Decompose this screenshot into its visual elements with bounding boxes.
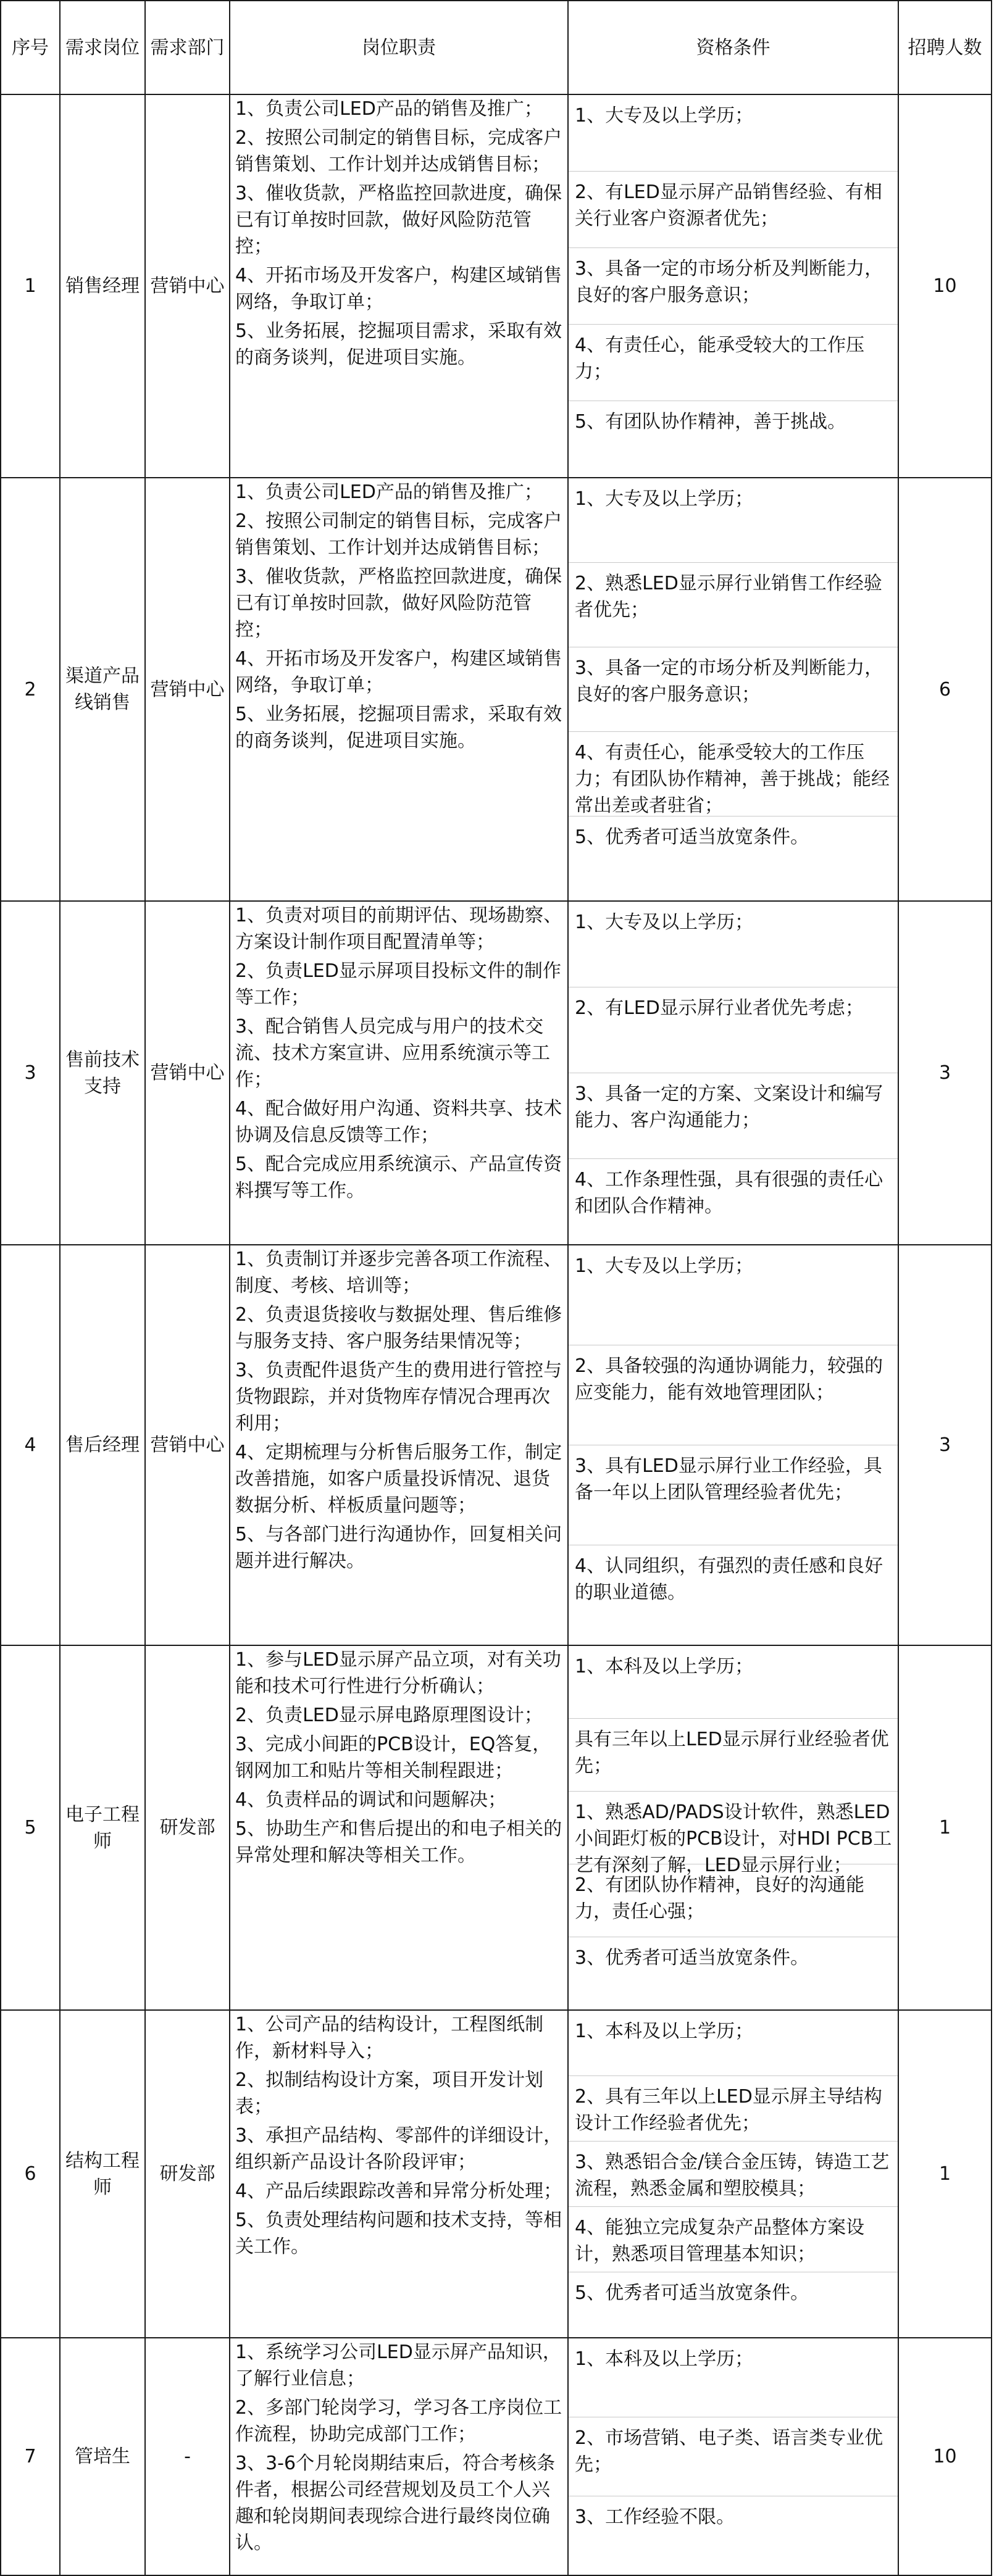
row-number-text: 6 [24,2163,36,2185]
qualification-item: 3、熟悉铝合金/镁合金压铸，铸造工艺流程，熟悉金属和塑胶模具； [569,2142,898,2207]
row-number [1,1245,60,1645]
duties-cell [230,2338,568,2575]
qualifications-cell [568,1245,898,1645]
position-name-text: 售后经理 [65,1434,140,1456]
duty-item: 1、负责制订并逐步完善各项工作流程、制度、考核、培训等； [235,1249,562,1297]
duty-item: 5、协助生产和售后提出的和电子相关的异常处理和解决等相关工作。 [235,1818,562,1866]
table-row [1,1645,992,2010]
duty-item: 5、业务拓展，挖掘项目需求，采取有效的商务谈判，促进项目实施。 [235,320,562,368]
qualification-item: 5、有团队协作精神，善于挑战。 [575,411,846,433]
duty-item: 5、与各部门进行沟通协作，回复相关问题并进行解决。 [235,1524,562,1572]
qualification-item: 1、大专及以上学历； [569,1245,898,1345]
duty-item: 2、按照公司制定的销售目标，完成客户销售策划、工作计划并达成销售目标； [235,127,562,175]
qualification-item: 3、工作经验不限。 [575,2506,735,2528]
table-row [1,1245,992,1645]
duty-item: 2、负责LED显示屏电路原理图设计； [235,1705,543,1726]
department-name [145,1645,230,2010]
duty-item: 4、开拓市场及开发客户，构建区域销售网络，争取订单； [235,265,562,313]
row-number [1,478,60,901]
headcount [898,901,992,1245]
headcount [898,1645,992,2010]
duty-item: 3、催收货款，严格监控回款进度，确保已有订单按时回款，做好风险防范管控； [235,566,562,641]
duties-cell [230,901,568,1245]
row-number [1,2010,60,2338]
department-name [145,2338,230,2575]
row-number [1,94,60,478]
headcount-text: 10 [933,275,957,297]
department-name-text: - [184,2446,191,2467]
qualification-item: 2、市场营销、电子类、语言类专业优先； [569,2417,898,2496]
duty-item: 1、系统学习公司LED显示屏产品知识，了解行业信息； [235,2341,561,2390]
row-number [1,2338,60,2575]
qualification-item: 2、具有三年以上LED显示屏主导结构设计工作经验者优先； [569,2076,898,2142]
department-name-text: 营销中心 [150,275,225,297]
row-number [1,1645,60,2010]
headcount [898,2338,992,2575]
qualification-item: 2、有LED显示屏行业者优先考虑； [569,987,898,1073]
headcount [898,1245,992,1645]
duty-item: 4、负责样品的调试和问题解决； [235,1789,507,1811]
duty-item: 5、配合完成应用系统演示、产品宣传资料撰写等工作。 [235,1153,562,1202]
qualification-item: 3、具有LED显示屏行业工作经验，具备一年以上团队管理经验者优先； [569,1445,898,1545]
headcount [898,2010,992,2338]
qualification-item: 2、有LED显示屏产品销售经验、有相关行业客户资源者优先； [569,172,898,248]
qualification-item: 3、具备一定的市场分析及判断能力，良好的客户服务意识； [569,647,898,732]
row-number-text: 4 [24,1434,36,1456]
qualification-item: 2、有团队协作精神，良好的沟通能力，责任心强； [569,1864,898,1937]
duty-item: 5、负责处理结构问题和技术支持，等相关工作。 [235,2209,562,2258]
headcount [898,94,992,478]
qualifications-cell [568,2010,898,2338]
qualification-item: 4、工作条理性强，具有很强的责任心和团队合作精神。 [575,1169,883,1217]
headcount-text: 6 [938,678,951,700]
duty-item: 1、公司产品的结构设计，工程图纸制作，新材料导入； [235,2014,544,2062]
qualification-item: 3、具备一定的方案、文案设计和编写能力、客户沟通能力； [569,1073,898,1159]
headcount-text: 1 [938,1817,951,1839]
row-number-text: 1 [24,275,36,297]
department-name [145,1245,230,1645]
row-number-text: 7 [24,2446,36,2467]
header-duties: 岗位职责 [230,1,568,94]
position-name [60,2338,145,2575]
row-number-text: 3 [24,1062,36,1084]
department-name-text: 营销中心 [150,1062,225,1084]
qualifications-cell [568,94,898,478]
qualification-item: 5、优秀者可适当放宽条件。 [575,826,809,848]
position-name [60,1245,145,1645]
position-name [60,901,145,1245]
duty-item: 2、负责LED显示屏项目投标文件的制作等工作； [235,960,561,1008]
department-name [145,901,230,1245]
duty-item: 1、负责对项目的前期评估、现场勘察、方案设计制作项目配置清单等； [235,905,562,953]
duties-cell [230,478,568,901]
qualifications-cell [568,478,898,901]
duty-item: 2、拟制结构设计方案，项目开发计划表； [235,2069,544,2117]
qualification-item: 5、优秀者可适当放宽条件。 [575,2282,809,2304]
qualification-item: 1、大专及以上学历； [569,95,898,172]
duty-item: 3、负责配件退货产生的费用进行管控与货物跟踪，并对货物库存情况合理再次利用； [235,1360,562,1434]
headcount-text: 3 [938,1062,951,1084]
qualifications-cell [568,901,898,1245]
duty-item: 2、负责退货接收与数据处理、售后维修与服务支持、客户服务结果情况等； [235,1304,562,1352]
department-name-text: 营销中心 [150,678,225,700]
position-name-text: 渠道产品线销售 [65,665,140,713]
department-name [145,2010,230,2338]
position-name [60,2010,145,2338]
duties-cell [230,94,568,478]
qualifications-cell [568,2338,898,2575]
qualification-item: 1、熟悉AD/PADS设计软件，熟悉LED小间距灯板的PCB设计，对HDI PCB工艺有深刻了解，LED显示屏行业； [569,1792,898,1864]
qualification-item: 2、具备较强的沟通协调能力，较强的应变能力，能有效地管理团队； [569,1345,898,1445]
qualification-item: 4、有责任心，能承受较大的工作压力；有团队协作精神，善于挑战；能经常出差或者驻省； [569,732,898,816]
headcount-text: 1 [938,2163,951,2185]
qualification-item: 2、熟悉LED显示屏行业销售工作经验者优先； [569,563,898,647]
department-name-text: 研发部 [159,2163,215,2185]
department-name-text: 营销中心 [150,1434,225,1456]
qualification-item: 1、大专及以上学历； [569,478,898,563]
duty-item: 2、按照公司制定的销售目标，完成客户销售策划、工作计划并达成销售目标； [235,510,562,559]
position-name [60,94,145,478]
duty-item: 3、催收货款，严格监控回款进度，确保已有订单按时回款，做好风险防范管控； [235,183,562,257]
duty-item: 4、配合做好用户沟通、资料共享、技术协调及信息反馈等工作； [235,1098,562,1146]
position-name [60,1645,145,2010]
table-row [1,2010,992,2338]
duties-cell [230,2010,568,2338]
qualification-item: 1、本科及以上学历； [569,1646,898,1719]
table-row [1,901,992,1245]
duty-item: 1、负责公司LED产品的销售及推广； [235,98,543,120]
header-department: 需求部门 [145,1,230,94]
duty-item: 4、开拓市场及开发客户，构建区域销售网络，争取订单； [235,648,562,696]
position-name [60,478,145,901]
header-no: 序号 [1,1,60,94]
duty-item: 2、多部门轮岗学习，学习各工序岗位工作流程，协助完成部门工作； [235,2397,562,2445]
department-name-text: 研发部 [159,1817,215,1839]
duty-item: 3、完成小间距的PCB设计，EQ答复，钢网加工和贴片等相关制程跟进； [235,1734,551,1782]
headcount-text: 10 [933,2446,957,2467]
row-number [1,901,60,1245]
headcount-text: 3 [938,1434,951,1456]
duty-item: 3、配合销售人员完成与用户的技术交流、技术方案宣讲、应用系统演示等工作； [235,1016,550,1091]
department-name [145,478,230,901]
header-position: 需求岗位 [60,1,145,94]
position-name-text: 管培生 [75,2446,130,2467]
qualification-item: 具有三年以上LED显示屏行业经验者优先； [569,1719,898,1792]
qualification-item: 1、本科及以上学历； [569,2011,898,2076]
header-row [1,1,992,94]
duty-item: 4、定期梳理与分析售后服务工作，制定改善措施，如客户质量投诉情况、退货数据分析、样板质量问题等； [235,1442,562,1516]
table-row [1,478,992,901]
qualification-item: 1、本科及以上学历； [569,2338,898,2417]
qualifications-cell [568,1645,898,2010]
row-number-text: 5 [24,1817,36,1839]
duties-cell [230,1645,568,2010]
qualification-item: 3、优秀者可适当放宽条件。 [575,1947,809,1969]
position-name-text: 结构工程师 [65,2150,140,2198]
qualification-item: 4、有责任心，能承受较大的工作压力； [569,325,898,401]
position-name-text: 售前技术支持 [65,1049,140,1097]
header-qualifications: 资格条件 [568,1,898,94]
qualification-item: 1、大专及以上学历； [569,902,898,987]
row-number-text: 2 [24,678,36,700]
table-row [1,2338,992,2575]
department-name [145,94,230,478]
qualification-item: 4、能独立完成复杂产品整体方案设计，熟悉项目管理基本知识； [569,2207,898,2272]
table-row [1,94,992,478]
duty-item: 4、产品后续跟踪改善和异常分析处理； [235,2180,562,2202]
duty-item: 3、3-6个月轮岗期结束后，符合考核条件者，根据公司经营规划及员工个人兴趣和轮岗期间表现综合进行最终岗位确认。 [235,2453,556,2554]
duty-item: 3、承担产品结构、零部件的详细设计，组织新产品设计各阶段评审； [235,2125,562,2173]
position-name-text: 销售经理 [65,275,140,297]
table-body [1,94,992,2575]
duty-item: 1、参与LED显示屏产品立项，对有关功能和技术可行性进行分析确认； [235,1649,561,1697]
header-count: 招聘人数 [898,1,992,94]
duties-cell [230,1245,568,1645]
position-name-text: 电子工程师 [65,1803,140,1852]
headcount [898,478,992,901]
duty-item: 5、业务拓展，挖掘项目需求，采取有效的商务谈判，促进项目实施。 [235,704,562,752]
duty-item: 1、负责公司LED产品的销售及推广； [235,481,543,503]
qualification-item: 3、具备一定的市场分析及判断能力，良好的客户服务意识； [569,248,898,325]
qualification-item: 4、认同组织，有强烈的责任感和良好的职业道德。 [575,1555,883,1603]
